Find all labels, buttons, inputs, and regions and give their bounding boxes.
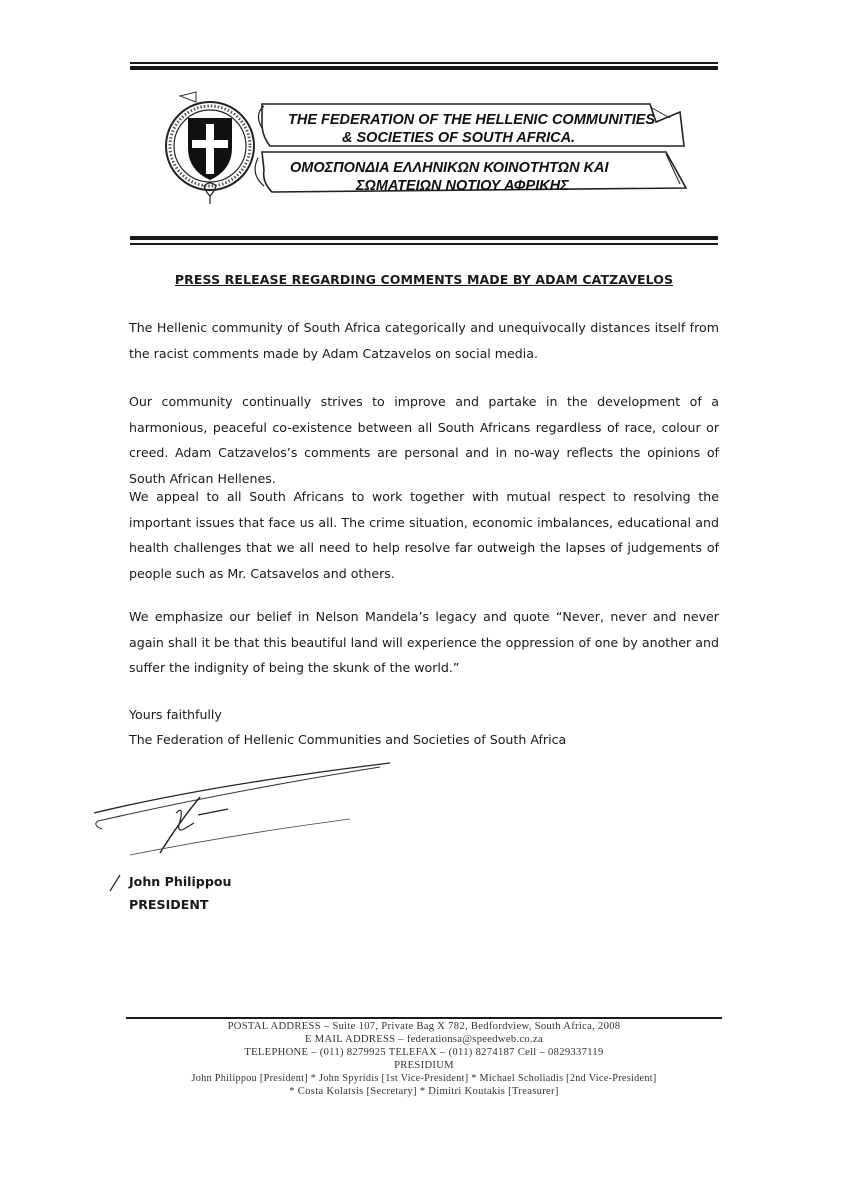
letterhead-name-en-line2: & SOCIETIES OF SOUTH AFRICA. (342, 130, 576, 146)
paragraph-1: The Hellenic community of South Africa categorically and unequivocally distances itself from the racist comments made by Adam Catzavelos on social media. (129, 320, 719, 361)
document-title: PRESS RELEASE REGARDING COMMENTS MADE BY ADAM CATZAVELOS (174, 272, 674, 287)
letterhead-name-en-line1: THE FEDERATION OF THE HELLENIC COMMUNITIES (288, 112, 656, 128)
closing: Yours faithfully (129, 707, 222, 722)
footer-presidium-line2: * Costa Kolatsis [Secretary] * Dimitri Koutakis [Treasurer] (289, 1086, 559, 1097)
footer-rule (126, 1017, 722, 1019)
header-bottom-rule-thick (130, 236, 718, 240)
paragraph-3: We appeal to all South Africans to work together with mutual respect to resolving the important issues that face us all. The crime situation, economic imbalances, educational and health challenges that we all need to help resolve far outweigh the lapses of judgements of people such as Mr. Catsavelos and others. (129, 489, 719, 581)
paragraph-2: Our community continually strives to improve and partake in the development of a harmonious, peaceful co-existence between all South Africans regardless of race, colour or creed. Adam Catzavelos’s comments are personal and in no-way reflects the opinions of South African Hellenes. (129, 394, 719, 486)
header-bottom-rule-thin (130, 243, 718, 245)
footer-presidium-heading: PRESIDIUM (394, 1060, 454, 1071)
top-rule-thick (130, 66, 718, 70)
organization-name: The Federation of Hellenic Communities and Societies of South Africa (129, 732, 567, 747)
letterhead-name-gr-line1: ΟΜΟΣΠΟΝΔΙΑ ΕΛΛΗΝΙΚΩΝ ΚΟΙΝΟΤΗΤΩΝ ΚΑΙ (290, 160, 609, 176)
federation-emblem-icon (160, 88, 700, 228)
signer-title: PRESIDENT (129, 897, 209, 912)
footer-presidium-line1: John Philippou [President] * John Spyridis [1st Vice-President] * Michael Scholiadis [2nd Vice-President] (191, 1073, 657, 1084)
letterhead (160, 88, 700, 228)
paragraph-4: We emphasize our belief in Nelson Mandela’s legacy and quote “Never, never and never again shall it be that this beautiful land will experience the oppression of one by another and suffer the indignity of being the skunk of the world.” (129, 609, 719, 676)
footer-email-address: E MAIL ADDRESS – federationsa@speedweb.co.za (305, 1034, 543, 1045)
footer-telephone: TELEPHONE – (011) 8279925 TELEFAX – (011) 8274187 Cell – 0829337119 (244, 1047, 604, 1058)
top-rule-thin (130, 62, 718, 64)
signer-name: John Philippou (129, 874, 232, 889)
footer-postal-address: POSTAL ADDRESS – Suite 107, Private Bag X 782, Bedfordview, South Africa, 2008 (227, 1021, 621, 1032)
letterhead-name-gr-line2: ΣΩΜΑΤΕΙΩΝ ΝΟΤΙΟΥ ΑΦΡΙΚΗΣ (356, 178, 569, 194)
